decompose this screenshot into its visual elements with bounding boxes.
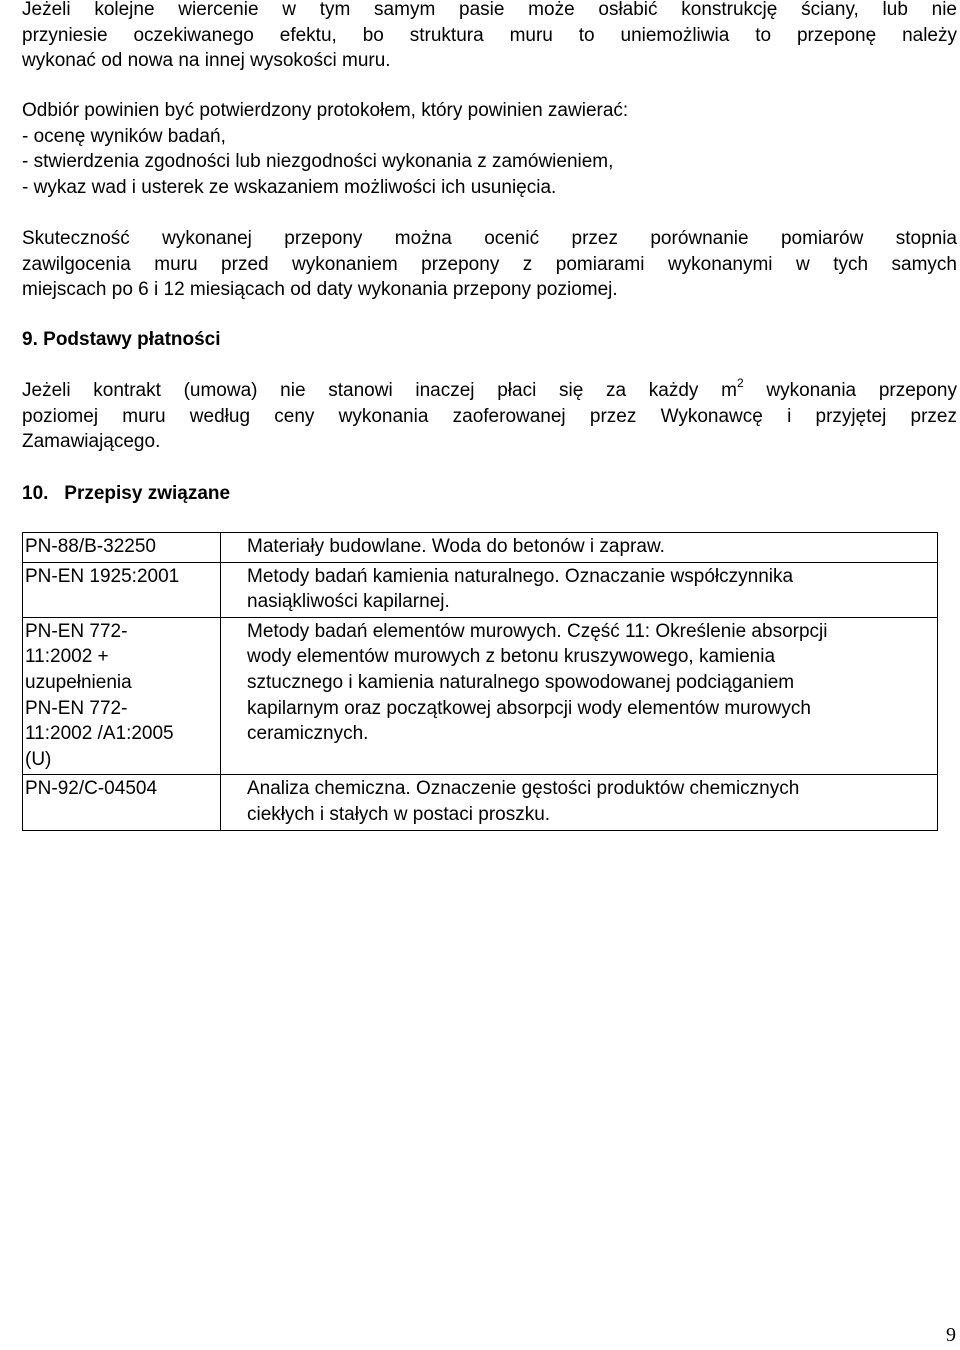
paragraph-odbior [22, 98, 957, 200]
text-line: zawilgocenia muru przed wykonaniem przepony z pomiarami wykonanymi w tych samych [22, 253, 957, 275]
list-item: - stwierdzenia zgodności lub niezgodności wykonania z zamówieniem, [22, 151, 614, 173]
list-item: - wykaz wad i usterek ze wskazaniem możliwości ich usunięcia. [22, 176, 557, 198]
section-title: Podstawy płatności [43, 329, 221, 350]
standard-description: ceramicznych. [247, 723, 369, 745]
text-line: Zamawiającego. [22, 431, 161, 453]
standard-description-cell [221, 533, 938, 563]
table-row [23, 775, 938, 830]
standard-description-cell [221, 775, 938, 830]
standard-code-cell [23, 775, 221, 830]
section-heading-10 [22, 481, 230, 507]
paragraph-platnosci [22, 378, 957, 455]
standard-description: Metody badań elementów murowych. Część 11: Określenie absorpcji [247, 620, 828, 642]
text-line [22, 378, 957, 404]
paragraph-skutecznosc [22, 226, 957, 303]
list-item: - ocenę wyników badań, [22, 125, 226, 147]
standard-description: Analiza chemiczna. Oznaczenie gęstości produktów chemicznych [247, 778, 800, 800]
text-line: miejscach po 6 i 12 miesiącach od daty wykonania przepony poziomej. [22, 279, 618, 301]
paragraph-wiercenie [22, 0, 957, 74]
section-heading-9 [22, 327, 221, 353]
page-number: 9 [946, 1324, 956, 1346]
section-number: 9. [22, 329, 38, 350]
standard-code: 11:2002 /A1:2005 [25, 723, 174, 745]
standard-description-cell [221, 562, 938, 617]
text-fragment: wykonania przepony [743, 380, 957, 401]
standard-code: PN-EN 1925:2001 [25, 565, 180, 587]
standard-description: kapilarnym oraz początkowej absorpcji wody elementów murowych [247, 697, 811, 719]
standard-code-cell [23, 533, 221, 563]
standard-code: PN-88/B-32250 [25, 536, 156, 557]
standard-code-cell [23, 617, 221, 775]
text-line: przyniesie oczekiwanego efektu, bo struktura muru to uniemożliwia to przeponę należy [22, 24, 957, 46]
standard-code-cell [23, 562, 221, 617]
standard-code: (U) [25, 748, 52, 770]
references-table [22, 532, 938, 831]
standard-description: sztucznego i kamienia naturalnego spowodowanej podciąganiem [247, 671, 795, 693]
standard-description: Metody badań kamienia naturalnego. Oznaczanie współczynnika [247, 565, 794, 587]
standard-code: PN-EN 772- [25, 697, 128, 719]
superscript: 2 [736, 376, 744, 390]
standard-code: PN-92/C-04504 [25, 778, 158, 800]
table-row [23, 533, 938, 563]
section-number: 10. [22, 483, 49, 504]
text-line: poziomej muru według ceny wykonania zaoferowanej przez Wykonawcę i przyjętej przez [22, 405, 957, 427]
standard-description: wody elementów murowych z betonu kruszywowego, kamienia [247, 646, 776, 668]
standard-code: uzupełnienia [25, 671, 132, 693]
table-row [23, 562, 938, 617]
standard-description: nasiąkliwości kapilarnej. [247, 591, 450, 613]
standard-code: 11:2002 + [25, 646, 109, 668]
standard-code: PN-EN 772- [25, 620, 128, 642]
text-line: Jeżeli kolejne wiercenie w tym samym pasie może osłabić konstrukcję ściany, lub nie [22, 0, 957, 20]
standard-description: ciekłych i stałych w postaci proszku. [247, 803, 551, 825]
text-line: wykonać od nowa na innej wysokości muru. [22, 50, 391, 72]
standard-description: Materiały budowlane. Woda do betonów i zapraw. [247, 536, 665, 557]
table-row [23, 617, 938, 775]
text-fragment: Jeżeli kontrakt (umowa) nie stanowi inaczej płaci się za każdy m [22, 380, 737, 401]
text-line: Odbiór powinien być potwierdzony protokołem, który powinien zawierać: [22, 100, 629, 121]
section-title: Przepisy związane [64, 483, 231, 504]
text-line: Skuteczność wykonanej przepony można ocenić przez porównanie pomiarów stopnia [22, 228, 957, 249]
standard-description-cell [221, 617, 938, 775]
